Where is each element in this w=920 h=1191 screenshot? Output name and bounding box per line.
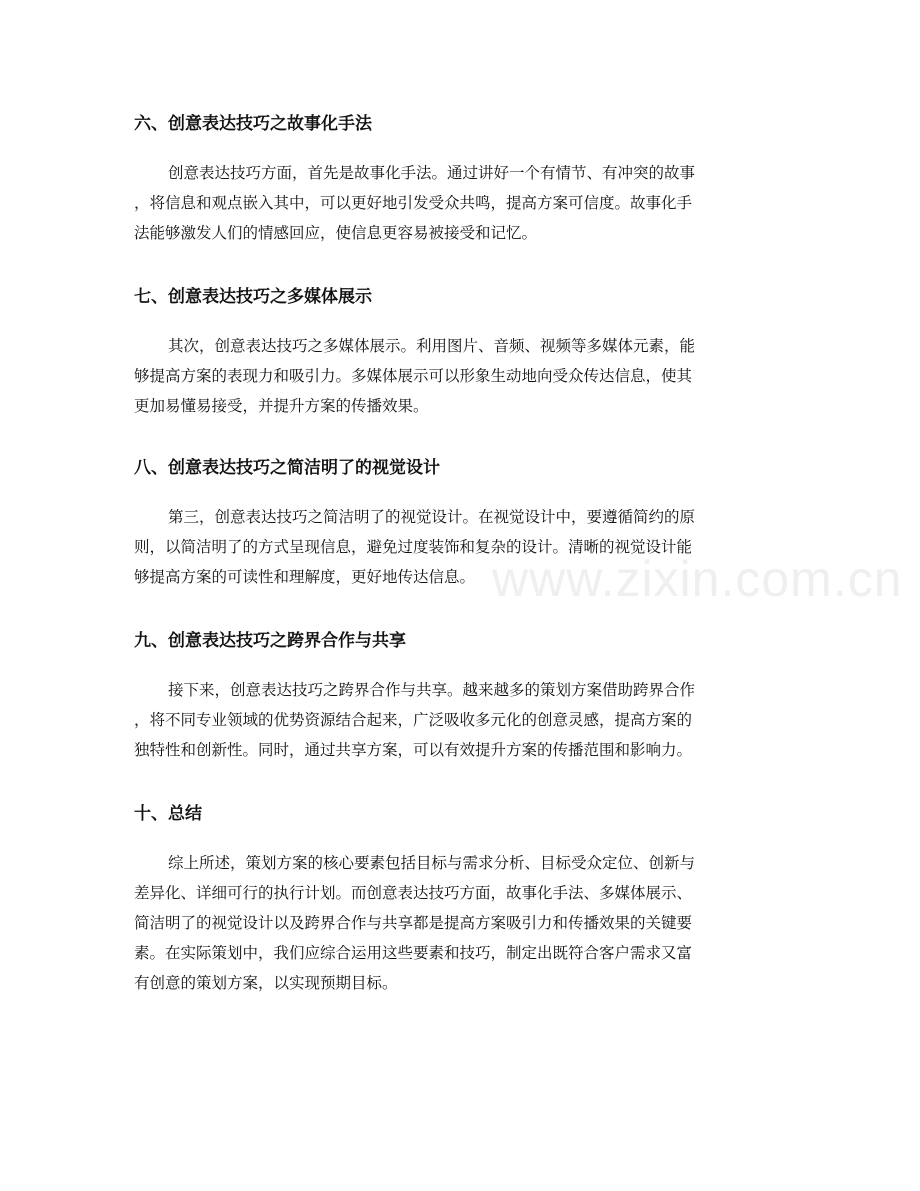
paragraph-line: 有创意的策划方案，以实现预期目标。 bbox=[134, 974, 398, 992]
paragraph-line: 则，以简洁明了的方式呈现信息，避免过度装饰和复杂的设计。清晰的视觉设计能 bbox=[134, 538, 693, 556]
section-heading: 七、创意表达技巧之多媒体展示 bbox=[134, 287, 372, 307]
section-heading: 六、创意表达技巧之故事化手法 bbox=[134, 114, 372, 134]
paragraph-line: 其次，创意表达技巧之多媒体展示。利用图片、音频、视频等多媒体元素，能 bbox=[168, 337, 696, 355]
section-6 bbox=[134, 112, 786, 248]
paragraph-line: 够提高方案的可读性和理解度，更好地传达信息。 bbox=[134, 568, 476, 586]
section-9 bbox=[134, 629, 786, 765]
section-8 bbox=[134, 456, 786, 592]
section-paragraph bbox=[134, 675, 786, 765]
watermark: www.zixin.com.cn bbox=[492, 551, 903, 607]
paragraph-line: 简洁明了的视觉设计以及跨界合作与共享都是提高方案吸引力和传播效果的关键要 bbox=[134, 914, 693, 932]
section-paragraph bbox=[134, 502, 786, 592]
paragraph-line: 综上所述，策划方案的核心要素包括目标与需求分析、目标受众定位、创新与 bbox=[168, 854, 696, 872]
section-heading: 十、总结 bbox=[134, 804, 202, 824]
paragraph-line: 法能够激发人们的情感回应，使信息更容易被接受和记忆。 bbox=[134, 224, 538, 242]
paragraph-line: 更加易懂易接受，并提升方案的传播效果。 bbox=[134, 397, 429, 415]
section-heading: 九、创意表达技巧之跨界合作与共享 bbox=[134, 631, 406, 651]
section-paragraph bbox=[134, 331, 786, 421]
paragraph-line: ，将不同专业领域的优势资源结合起来，广泛吸收多元化的创意灵感，提高方案的 bbox=[134, 711, 693, 729]
paragraph-line: ，将信息和观点嵌入其中，可以更好地引发受众共鸣，提高方案可信度。故事化手 bbox=[134, 194, 693, 212]
section-10 bbox=[134, 802, 786, 998]
section-paragraph bbox=[134, 848, 786, 998]
paragraph-line: 第三，创意表达技巧之简洁明了的视觉设计。在视觉设计中，要遵循简约的原 bbox=[168, 508, 696, 526]
paragraph-line: 创意表达技巧方面，首先是故事化手法。通过讲好一个有情节、有冲突的故事 bbox=[168, 164, 696, 182]
section-paragraph bbox=[134, 158, 786, 248]
section-7 bbox=[134, 285, 786, 421]
paragraph-line: 独特性和创新性。同时，通过共享方案，可以有效提升方案的传播范围和影响力。 bbox=[134, 741, 693, 759]
paragraph-line: 接下来，创意表达技巧之跨界合作与共享。越来越多的策划方案借助跨界合作 bbox=[168, 681, 696, 699]
section-heading: 八、创意表达技巧之简洁明了的视觉设计 bbox=[134, 458, 440, 478]
paragraph-line: 够提高方案的表现力和吸引力。多媒体展示可以形象生动地向受众传达信息，使其 bbox=[134, 367, 693, 385]
paragraph-line: 差异化、详细可行的执行计划。而创意表达技巧方面，故事化手法、多媒体展示、 bbox=[134, 884, 693, 902]
paragraph-line: 素。在实际策划中，我们应综合运用这些要素和技巧，制定出既符合客户需求又富 bbox=[134, 944, 693, 962]
